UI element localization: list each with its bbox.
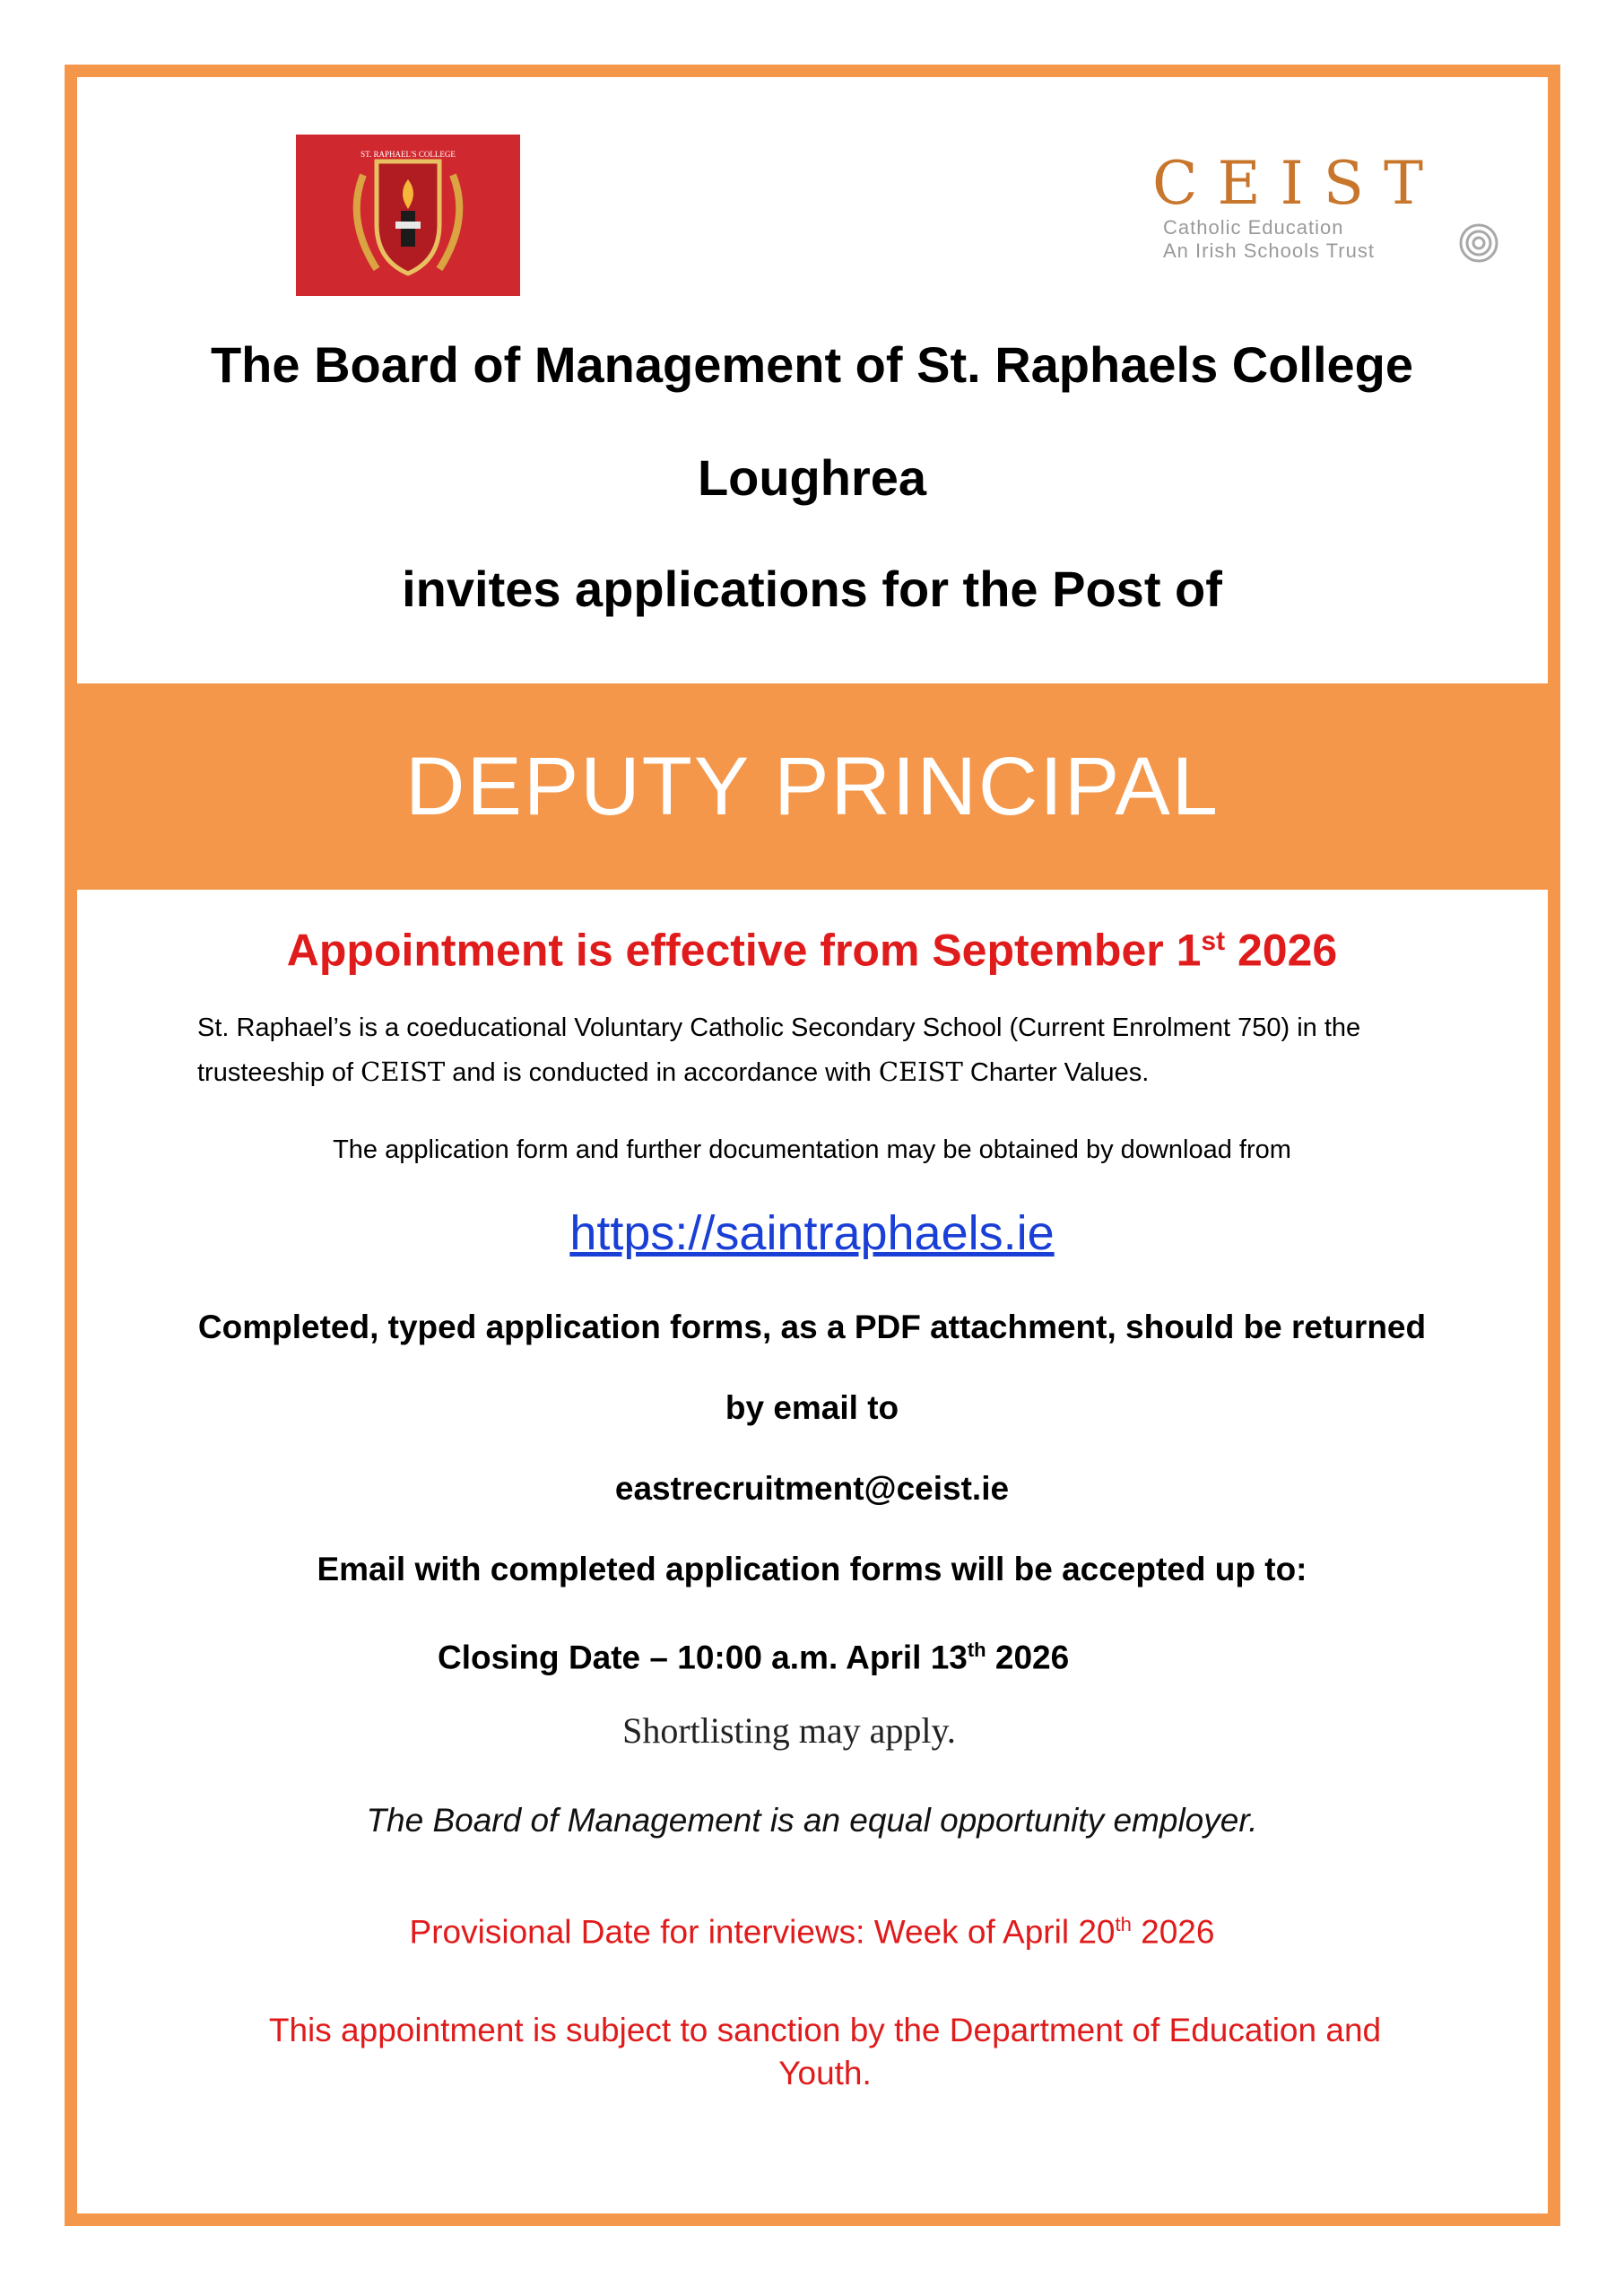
spiral-icon	[1457, 222, 1500, 265]
header-line-1: The Board of Management of St. Raphaels College	[210, 336, 1414, 393]
school-crest-icon	[336, 139, 480, 291]
shortlisting-text: Shortlisting may apply.	[622, 1710, 956, 1751]
by-email-text: by email to	[725, 1389, 899, 1426]
school-crest-logo	[296, 135, 520, 296]
school-crest-text: ST. RAPHAEL'S COLLEGE	[360, 150, 456, 159]
website-link[interactable]: https://saintraphaels.ie	[569, 1206, 1055, 1260]
ceist-tagline-1: Catholic Education	[1163, 216, 1344, 239]
closing-date: Closing Date – 10:00 a.m. April 13th 2026	[438, 1639, 1070, 1676]
appointment-date: Appointment is effective from September 1st 2026	[286, 925, 1338, 976]
return-text: Completed, typed application forms, as a PDF attachment, should be returned	[197, 1309, 1427, 1345]
accepted-text: Email with completed application forms will be accepted up to:	[317, 1551, 1307, 1587]
ceist-logo	[1152, 148, 1511, 274]
header-line-3: invites applications for the Post of	[402, 561, 1222, 617]
download-link-row	[81, 1204, 1543, 1275]
intro-paragraph: St. Raphael’s is a coeducational Voluntary Catholic Secondary School (Current Enrolment 750) in the trusteeship of CEIST and is conducted in accordance with CEIST Charter Values.	[197, 1013, 1361, 1087]
post-title-banner	[77, 683, 1548, 890]
sanction-text: This appointment is subject to sanction by the Department of Education and Youth.	[268, 2012, 1382, 2092]
email-address[interactable]: eastrecruitment@ceist.ie	[614, 1470, 1010, 1507]
ceist-wordmark: CEIST	[1152, 149, 1443, 218]
ceist-tagline-2: An Irish Schools Trust	[1163, 239, 1375, 262]
interview-date: Provisional Date for interviews: Week of April 20th 2026	[409, 1913, 1215, 1951]
header-line-2: Loughrea	[697, 449, 927, 506]
equal-opportunity-text: The Board of Management is an equal opportunity employer.	[366, 1802, 1258, 1839]
post-title: DEPUTY PRINCIPAL	[405, 740, 1220, 832]
download-text: The application form and further documentation may be obtained by download from	[333, 1135, 1291, 1164]
